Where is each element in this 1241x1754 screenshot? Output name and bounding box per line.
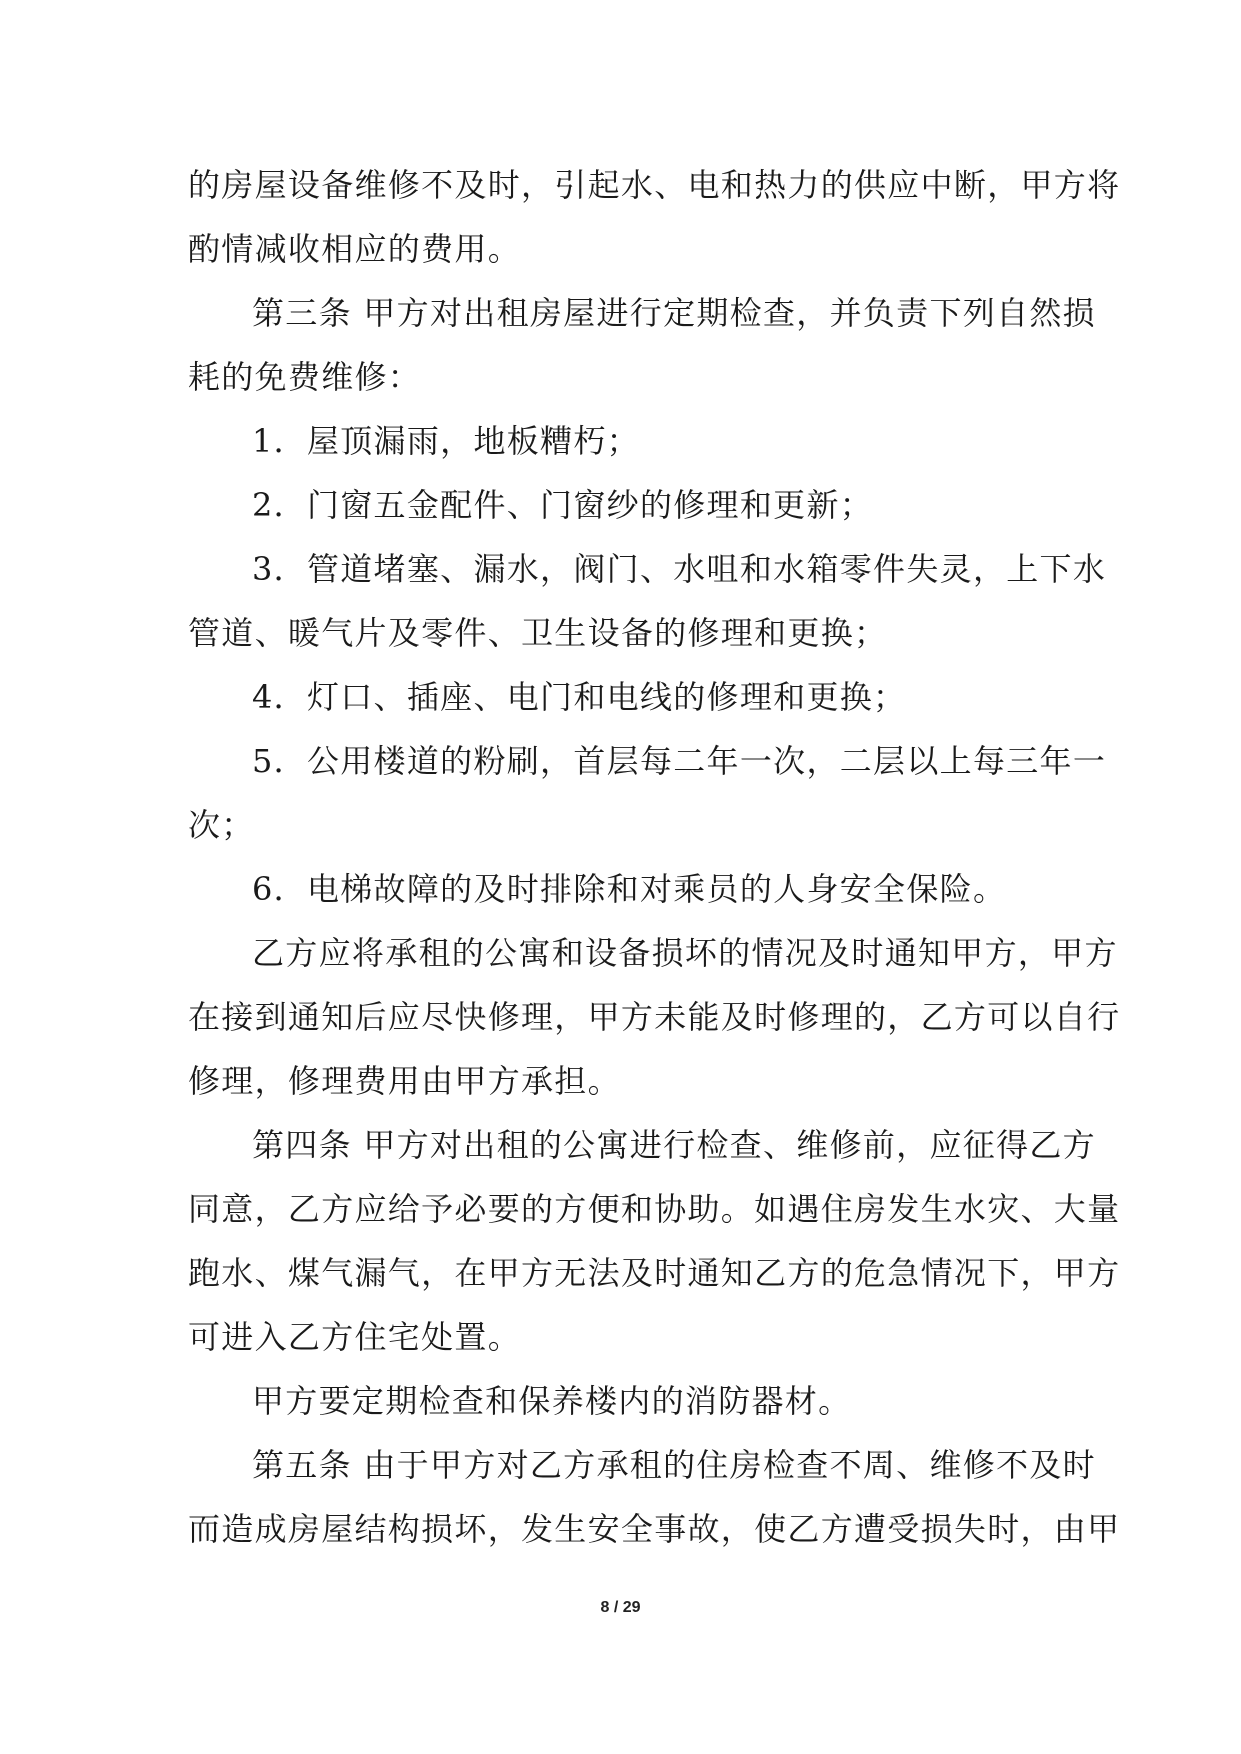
- list-item-6: 6．电梯故障的及时排除和对乘员的人身安全保险。: [252, 870, 1007, 908]
- list-item-1: 1．屋顶漏雨，地板糟朽；: [252, 422, 640, 460]
- page-number: 8 / 29: [600, 1599, 641, 1616]
- document-body: [188, 153, 1121, 1561]
- body-line: 可进入乙方住宅处置。: [188, 1318, 522, 1356]
- body-line: 乙方应将承租的公寓和设备损坏的情况及时通知甲方，甲方: [252, 934, 1118, 972]
- body-line: 同意，乙方应给予必要的方便和协助。如遇住房发生水灾、大量: [188, 1190, 1121, 1228]
- list-item-3: 3．管道堵塞、漏水，阀门、水咀和水箱零件失灵，上下水: [252, 550, 1107, 588]
- article-5-heading-line: 第五条 由于甲方对乙方承租的住房检查不周、维修不及时: [252, 1446, 1096, 1484]
- list-item-5: 5．公用楼道的粉刷，首层每二年一次，二层以上每三年一: [252, 742, 1107, 780]
- body-line: 甲方要定期检查和保养楼内的消防器材。: [252, 1382, 852, 1420]
- body-line: 耗的免费维修：: [188, 358, 422, 396]
- article-3-heading-line: 第三条 甲方对出租房屋进行定期检查，并负责下列自然损: [252, 294, 1096, 332]
- body-line: 修理，修理费用由甲方承担。: [188, 1062, 621, 1100]
- article-4-heading-line: 第四条 甲方对出租的公寓进行检查、维修前，应征得乙方: [252, 1126, 1096, 1164]
- list-item-2: 2．门窗五金配件、门窗纱的修理和更新；: [252, 486, 874, 524]
- list-item-4: 4．灯口、插座、电门和电线的修理和更换；: [252, 678, 907, 716]
- body-line: 酌情减收相应的费用。: [188, 230, 522, 268]
- list-item-5-continued: 次；: [188, 806, 255, 844]
- body-line: 而造成房屋结构损坏，发生安全事故，使乙方遭受损失时，由甲: [188, 1510, 1121, 1548]
- list-item-3-continued: 管道、暖气片及零件、卫生设备的修理和更换；: [188, 614, 888, 652]
- body-line: 的房屋设备维修不及时，引起水、电和热力的供应中断，甲方将: [188, 166, 1121, 204]
- body-line: 跑水、煤气漏气，在甲方无法及时通知乙方的危急情况下，甲方: [188, 1254, 1121, 1292]
- body-line: 在接到通知后应尽快修理，甲方未能及时修理的，乙方可以自行: [188, 998, 1121, 1036]
